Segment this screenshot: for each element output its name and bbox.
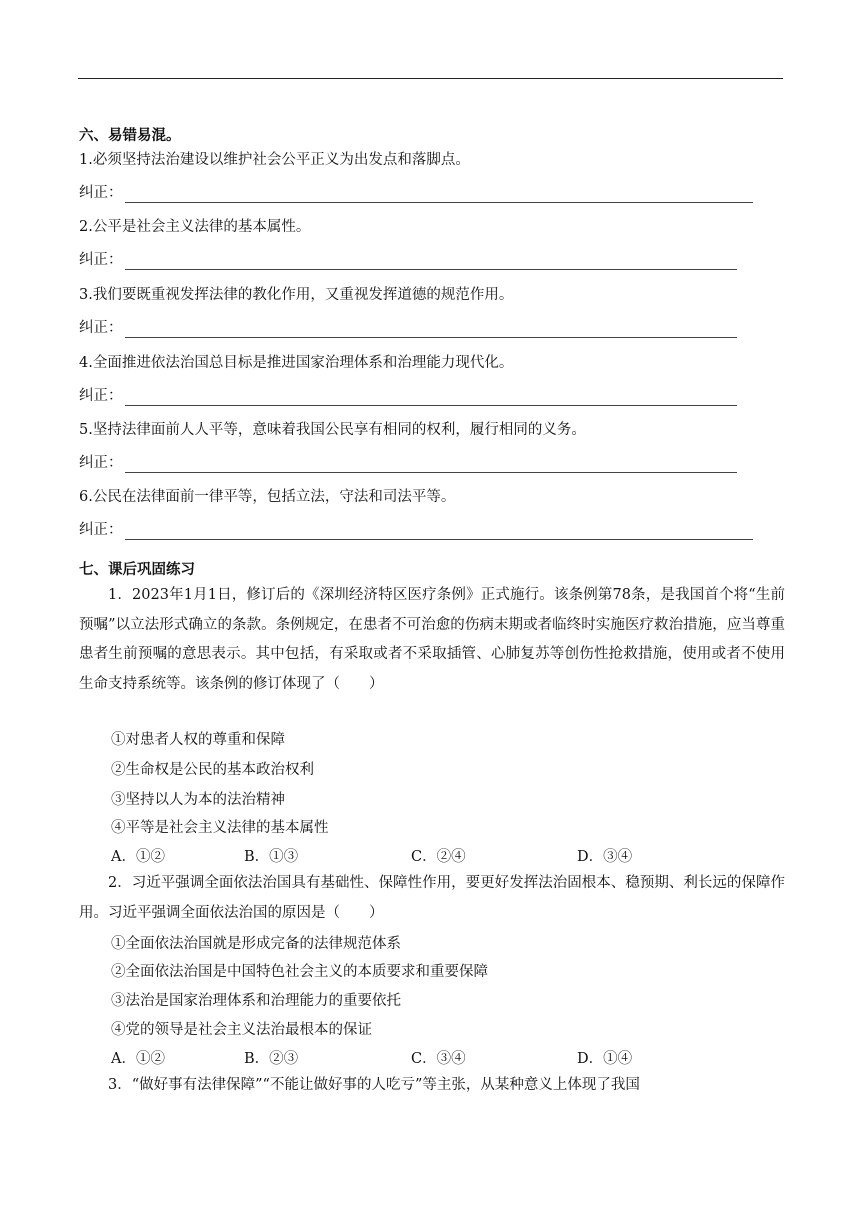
q2-option-1: ①全面依法治国就是形成完备的法律规范体系 xyxy=(111,936,401,952)
answer-blank[interactable] xyxy=(125,323,737,338)
fix-label: 纠正： xyxy=(79,185,123,201)
q1-choice-b[interactable]: B．①③ xyxy=(244,849,299,865)
fix-line-4[interactable] xyxy=(79,386,737,406)
question-3-stem: 3．“做好事有法律保障”“不能让做好事的人吃亏”等主张，从某种意义上体现了我国 xyxy=(108,1077,640,1093)
answer-blank[interactable] xyxy=(125,391,737,406)
fix-label: 纠正： xyxy=(79,320,123,336)
q1-option-4: ④平等是社会主义法律的基本属性 xyxy=(111,820,329,836)
q1-option-2: ②生命权是公民的基本政治权利 xyxy=(111,762,314,778)
fix-label: 纠正： xyxy=(79,388,123,404)
error-item-4: 4.全面推进依法治国总目标是推进国家治理体系和治理能力现代化。 xyxy=(79,355,514,371)
q2-option-4: ④党的领导是社会主义法治最根本的保证 xyxy=(111,1022,372,1038)
answer-blank[interactable] xyxy=(125,188,753,203)
q1-choice-a[interactable]: A．①② xyxy=(111,849,165,865)
answer-blank[interactable] xyxy=(125,525,753,540)
q1-choice-c[interactable]: C．②④ xyxy=(411,849,466,865)
error-item-3: 3.我们要既重视发挥法律的教化作用，又重视发挥道德的规范作用。 xyxy=(79,287,514,303)
fix-label: 纠正： xyxy=(79,252,123,268)
fix-line-1[interactable] xyxy=(79,183,753,203)
q1-choice-d[interactable]: D．③④ xyxy=(577,849,633,865)
fix-line-5[interactable] xyxy=(79,453,737,473)
question-2-stem: 2．习近平强调全面依法治国具有基础性、保障性作用，要更好发挥法治固根本、稳预期、利长远的保障作用。习近平强调全面依法治国的原因是（ ） xyxy=(79,875,785,921)
q1-option-3: ③坚持以人为本的法治精神 xyxy=(111,792,285,808)
error-item-6: 6.公民在法律面前一律平等，包括立法，守法和司法平等。 xyxy=(79,489,456,505)
section-7-title: 七、课后巩固练习 xyxy=(79,562,195,578)
q2-option-2: ②全面依法治国是中国特色社会主义的本质要求和重要保障 xyxy=(111,964,488,980)
q2-choice-d[interactable]: D．①④ xyxy=(577,1051,633,1067)
fix-line-3[interactable] xyxy=(79,318,737,338)
question-1-stem: 1．2023年1月1日，修订后的《深圳经济特区医疗条例》正式施行。该条例第78条，是我国首个将“生前预嘱”以立法形式确立的条款。条例规定，在患者不可治愈的伤病末期或者临终时实施医疗救治措施，应当尊重患者生前预嘱的意思表示。其中包括，有采取或者不采取插管、心肺复苏等创伤性抢救措施，使用或者不使用生命支持系统等。该条例的修订体现了（ ） xyxy=(79,587,785,692)
header-rule xyxy=(78,78,783,79)
q2-choice-b[interactable]: B．②③ xyxy=(244,1051,299,1067)
answer-blank[interactable] xyxy=(125,458,737,473)
error-item-5: 5.坚持法律面前人人平等，意味着我国公民享有相同的权利，履行相同的义务。 xyxy=(79,422,586,438)
q2-choice-c[interactable]: C．③④ xyxy=(411,1051,466,1067)
error-item-2: 2.公平是社会主义法律的基本属性。 xyxy=(79,219,311,235)
fix-line-6[interactable] xyxy=(79,520,753,540)
fix-line-2[interactable] xyxy=(79,250,737,270)
answer-blank[interactable] xyxy=(125,255,737,270)
fix-label: 纠正： xyxy=(79,522,123,538)
section-6-title: 六、易错易混。 xyxy=(79,128,181,144)
q1-option-1: ①对患者人权的尊重和保障 xyxy=(111,732,285,748)
error-item-1: 1.必须坚持法治建设以维护社会公平正义为出发点和落脚点。 xyxy=(79,152,470,168)
q2-option-3: ③法治是国家治理体系和治理能力的重要依托 xyxy=(111,993,401,1009)
q2-choice-a[interactable]: A．①② xyxy=(111,1051,165,1067)
fix-label: 纠正： xyxy=(79,455,123,471)
